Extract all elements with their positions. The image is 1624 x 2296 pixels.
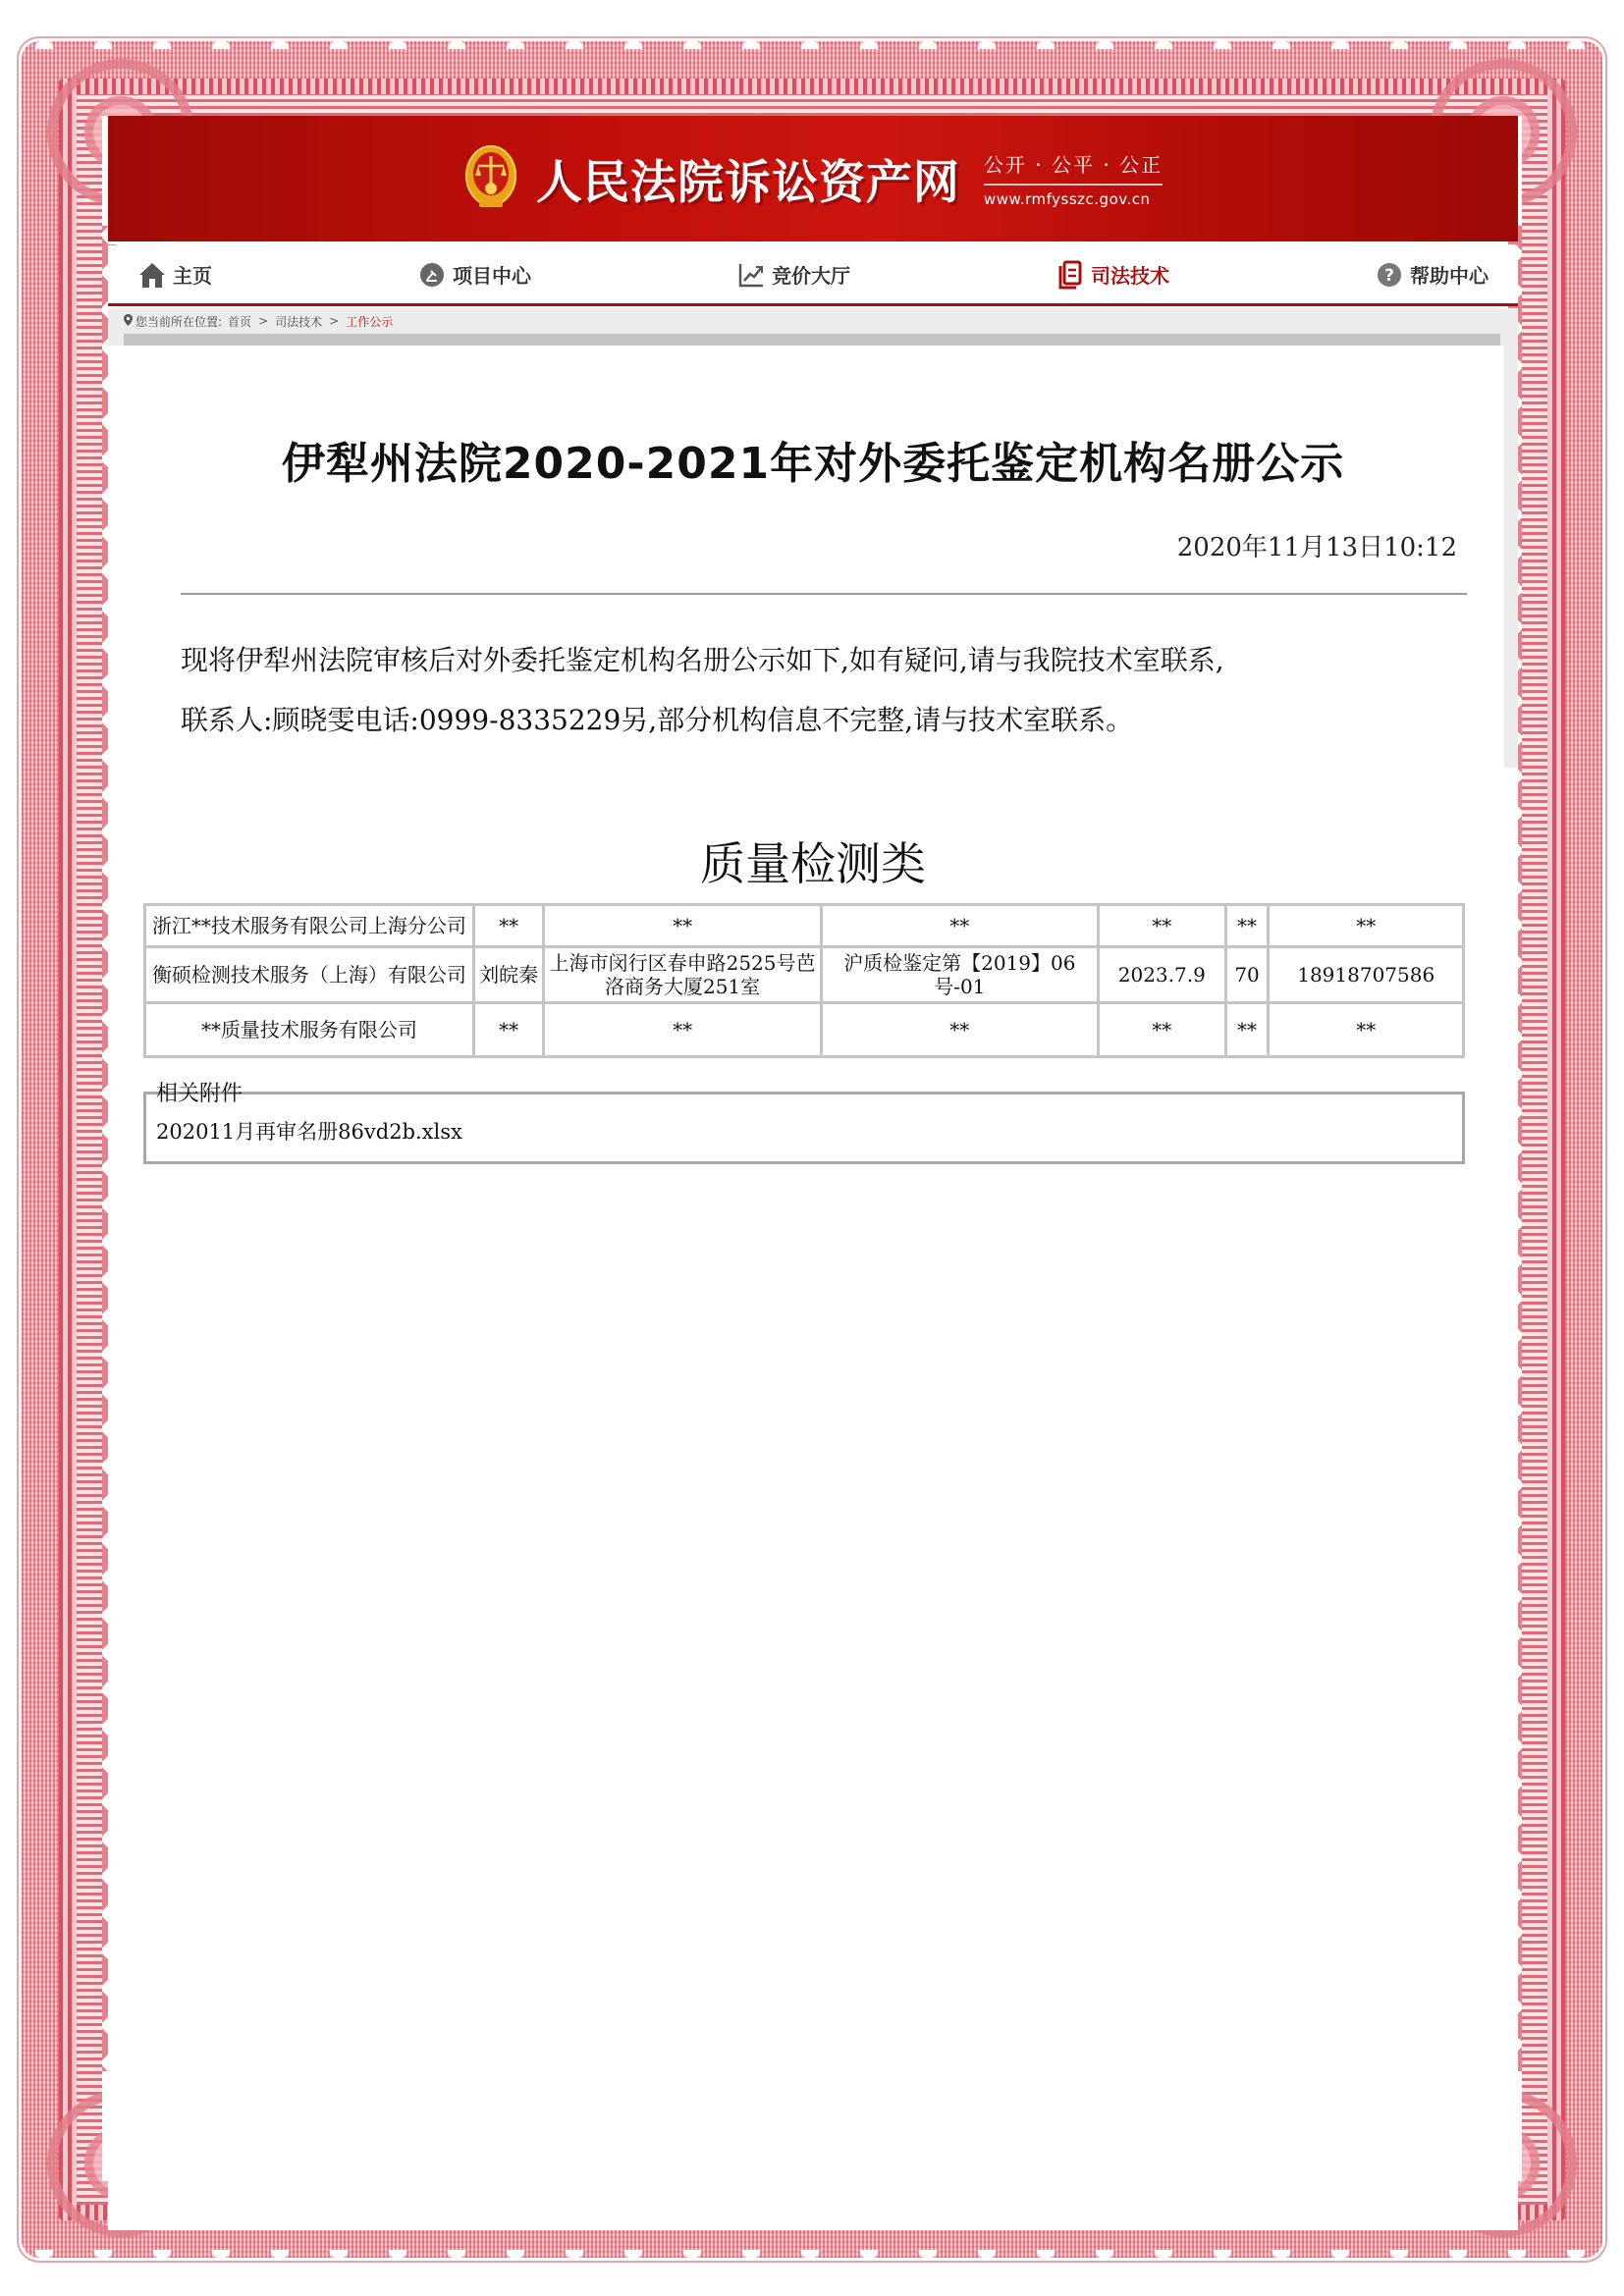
breadcrumb-separator: > <box>258 314 269 328</box>
expiry-date: ** <box>1098 1003 1225 1057</box>
nav-label: 帮助中心 <box>1410 264 1489 288</box>
count: ** <box>1225 905 1269 947</box>
breadcrumb-separator: > <box>329 314 340 328</box>
border-scallop-bottom <box>29 2250 1595 2260</box>
content-wrapper <box>108 334 1518 346</box>
address: ** <box>544 1003 821 1057</box>
contact-person: 刘皖秦 <box>473 947 544 1003</box>
nav-item-home[interactable] <box>137 260 212 290</box>
right-gutter <box>1504 346 1518 768</box>
logo-side <box>984 149 1163 208</box>
nav-item-help[interactable] <box>1375 260 1489 290</box>
institution-name: 衡硕检测技术服务（上海）有限公司 <box>145 947 474 1003</box>
phone: 18918707586 <box>1269 947 1464 1003</box>
breadcrumb-prefix: 您当前所在位置: <box>135 314 223 329</box>
nav-label: 竞价大厅 <box>772 264 850 288</box>
attachments-fieldset <box>143 1082 1465 1164</box>
breadcrumb-current: 工作公示 <box>346 314 394 329</box>
institution-name: **质量技术服务有限公司 <box>145 1003 474 1057</box>
article-body <box>181 630 1477 750</box>
body-paragraph-line: 联系人:顾晓雯电话:0999-8335229另,部分机构信息不完整,请与技术室联系。 <box>181 704 1134 736</box>
attachment-file-link[interactable]: 202011月再审名册86vd2b.xlsx <box>156 1120 462 1144</box>
body-paragraph-line: 现将伊犁州法院审核后对外委托鉴定机构名册公示如下,如有疑问,请与我院技术室联系, <box>181 644 1224 676</box>
main-nav <box>108 245 1518 306</box>
title-divider <box>181 593 1467 595</box>
site-title: 人民法院诉讼资产网 <box>535 155 960 210</box>
license-number: 沪质检鉴定第【2019】06号-01 <box>821 947 1098 1003</box>
contact-person: ** <box>473 905 544 947</box>
nav-label: 项目中心 <box>453 264 531 288</box>
count: ** <box>1225 1003 1269 1057</box>
content-top-bar <box>124 334 1500 346</box>
location-pin-icon <box>124 314 133 329</box>
expiry-date: 2023.7.9 <box>1098 947 1225 1003</box>
site-slogan: 公开 · 公平 · 公正 <box>984 149 1163 186</box>
breadcrumb <box>108 308 1518 334</box>
license-number: ** <box>821 1003 1098 1057</box>
phone: ** <box>1269 1003 1464 1057</box>
section-title: 质量检测类 <box>700 837 926 890</box>
gavel-icon <box>417 260 447 290</box>
nav-label: 司法技术 <box>1091 264 1169 288</box>
phone: ** <box>1269 905 1464 947</box>
breadcrumb-judicial-tech[interactable]: 司法技术 <box>275 314 323 329</box>
nav-label: 主页 <box>173 264 212 288</box>
help-icon <box>1375 260 1404 290</box>
table-row <box>145 947 1464 1003</box>
site-url: www.rmfysszc.gov.cn <box>983 190 1151 208</box>
address: 上海市闵行区春申路2525号芭洛商务大厦251室 <box>544 947 821 1003</box>
breadcrumb-home[interactable]: 首页 <box>228 314 252 329</box>
page-title: 伊犁州法院2020-2021年对外委托鉴定机构名册公示 <box>281 439 1345 489</box>
home-icon <box>137 260 167 290</box>
border-scallop-top <box>29 39 1595 49</box>
institution-register-table <box>143 903 1465 1058</box>
nav-item-projects[interactable] <box>417 260 531 290</box>
address: ** <box>544 905 821 947</box>
table-row <box>145 1003 1464 1057</box>
chart-trend-icon <box>736 260 766 290</box>
svg-text:?: ? <box>1384 265 1394 286</box>
contact-person: ** <box>473 1003 544 1057</box>
document-icon <box>1056 260 1085 290</box>
publish-date: 2020年11月13日10:12 <box>1176 533 1457 562</box>
court-emblem-icon <box>463 142 518 215</box>
count: 70 <box>1225 947 1269 1003</box>
nav-item-judicial-tech[interactable] <box>1056 260 1169 290</box>
table-row <box>145 905 1464 947</box>
attachments-legend: 相关附件 <box>156 1082 244 1106</box>
site-header-banner <box>108 116 1518 241</box>
license-number: ** <box>821 905 1098 947</box>
expiry-date: ** <box>1098 905 1225 947</box>
court-asset-website <box>108 116 1518 2230</box>
institution-name: 浙江**技术服务有限公司上海分公司 <box>145 905 474 947</box>
nav-item-bidding-hall[interactable] <box>736 260 850 290</box>
article-content <box>108 346 1518 2230</box>
